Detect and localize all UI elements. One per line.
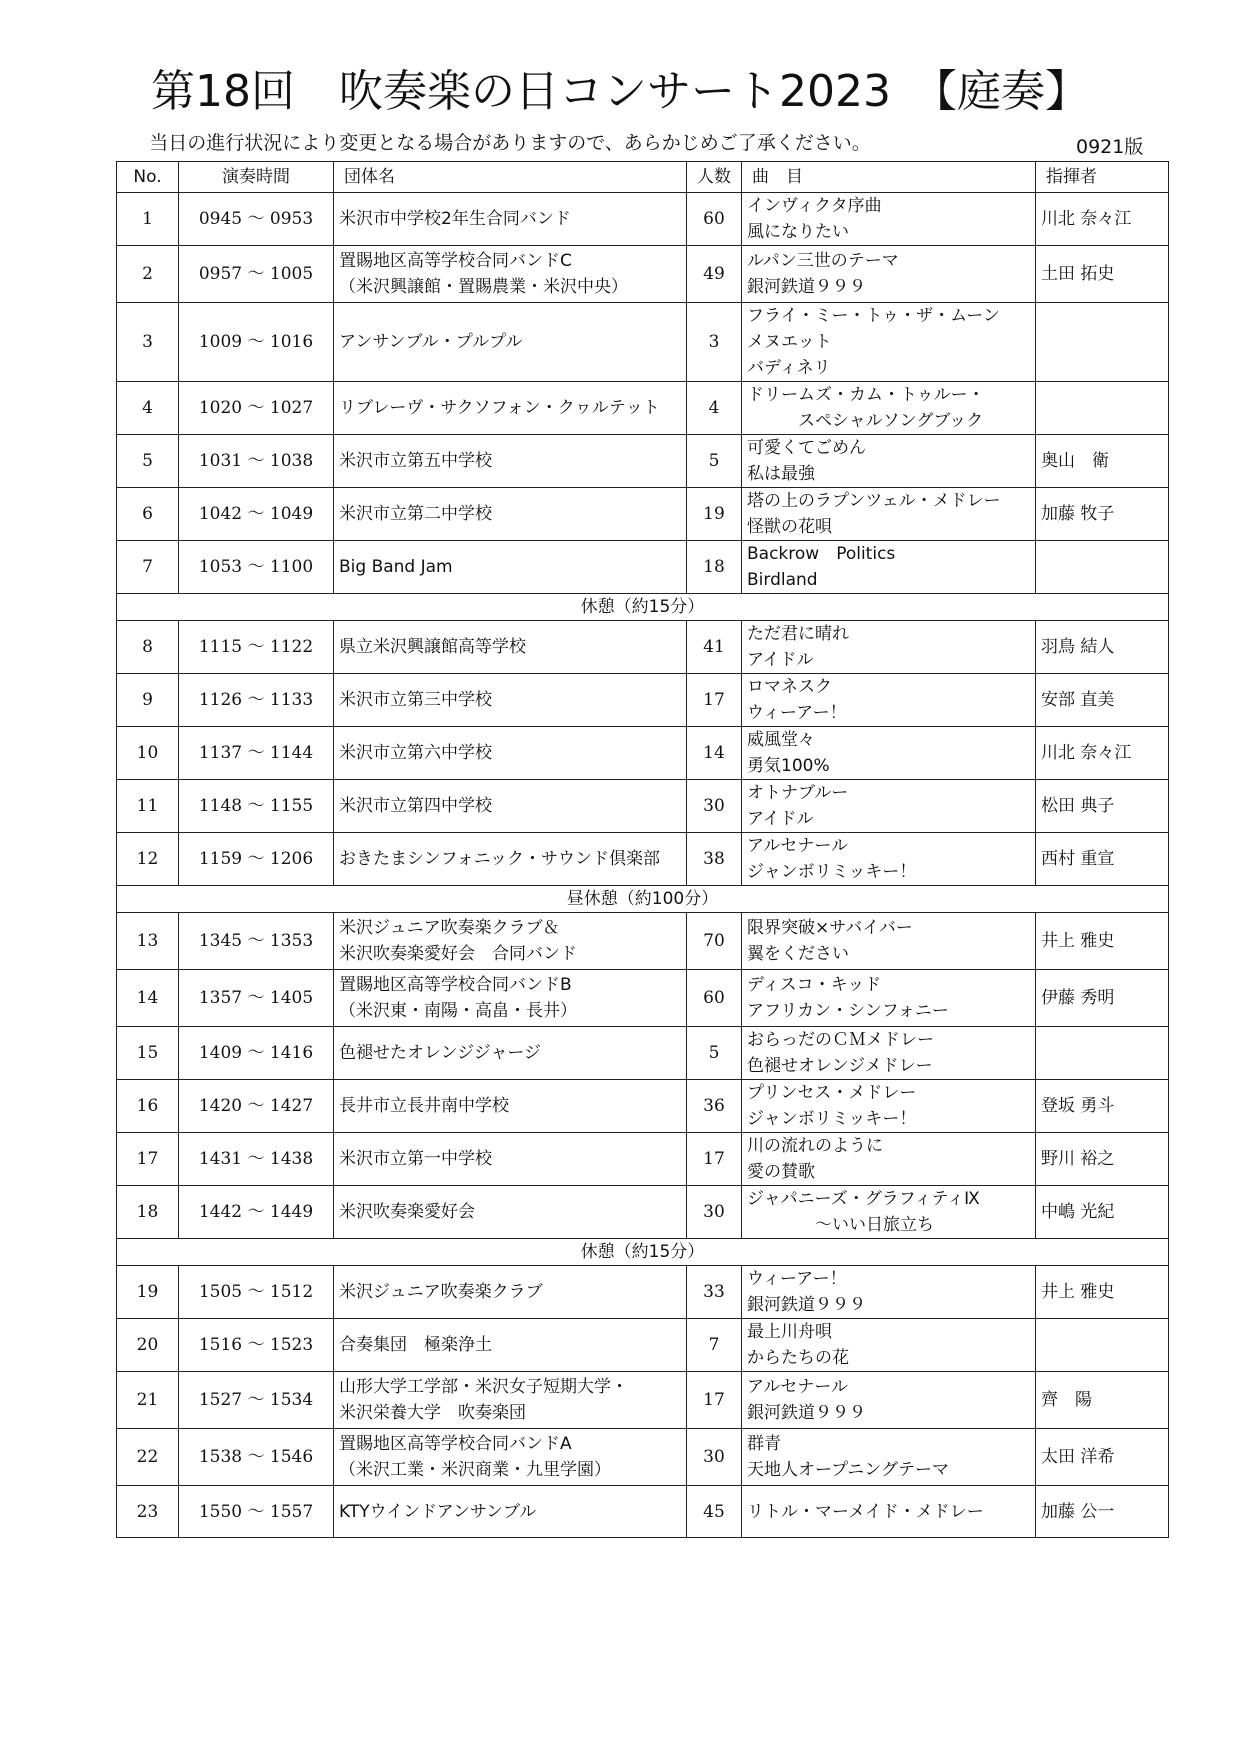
performance-time: 1409 ～ 1416 xyxy=(179,1027,334,1080)
conductor-name: 井上 雅史 xyxy=(1036,1266,1169,1319)
group-name xyxy=(334,488,687,541)
page-title: 第18回 吹奏楽の日コンサート2023 【庭奏】 xyxy=(151,66,1089,117)
group-name xyxy=(334,1266,687,1319)
group-name-line: リブレーヴ・サクソフォン・クヮルテット xyxy=(339,398,660,418)
row-number: 12 xyxy=(117,833,179,886)
group-name xyxy=(334,727,687,780)
song-title: ルパン三世のテーマ xyxy=(747,251,899,271)
song-list xyxy=(742,1027,1036,1080)
song-title: 銀河鉄道９９９ xyxy=(747,277,866,297)
table-row xyxy=(117,303,1169,382)
row-number: 14 xyxy=(117,970,179,1027)
conductor-name: 伊藤 秀明 xyxy=(1036,970,1169,1027)
row-number: 3 xyxy=(117,303,179,382)
break-row xyxy=(117,886,1169,913)
conductor-name: 土田 拓史 xyxy=(1036,246,1169,303)
conductor-name: 奥山 衛 xyxy=(1036,435,1169,488)
performance-time: 1420 ～ 1427 xyxy=(179,1080,334,1133)
table-row xyxy=(117,1133,1169,1186)
table-row xyxy=(117,1429,1169,1486)
break-label: 昼休憩（約100分） xyxy=(117,886,1169,913)
song-title: 威風堂々 xyxy=(747,730,815,750)
group-name-line: 色褪せたオレンジジャージ xyxy=(339,1043,542,1063)
table-row xyxy=(117,1027,1169,1080)
group-name xyxy=(334,382,687,435)
song-title: ウィーアー！ xyxy=(747,1269,847,1289)
conductor-name: 中嶋 光紀 xyxy=(1036,1186,1169,1239)
song-list xyxy=(742,541,1036,594)
table-row xyxy=(117,193,1169,246)
song-list xyxy=(742,1319,1036,1372)
group-name-line: 長井市立長井南中学校 xyxy=(339,1096,509,1116)
song-title: 風になりたい xyxy=(747,222,849,242)
member-count: 30 xyxy=(687,1186,742,1239)
row-number: 17 xyxy=(117,1133,179,1186)
song-list xyxy=(742,1133,1036,1186)
row-number: 5 xyxy=(117,435,179,488)
performance-time: 1009 ～ 1016 xyxy=(179,303,334,382)
member-count: 60 xyxy=(687,970,742,1027)
conductor-name xyxy=(1036,541,1169,594)
song-list xyxy=(742,303,1036,382)
member-count: 17 xyxy=(687,1133,742,1186)
row-number: 22 xyxy=(117,1429,179,1486)
conductor-name: 齊 陽 xyxy=(1036,1372,1169,1429)
table-row xyxy=(117,488,1169,541)
song-title: アイドル xyxy=(747,650,814,670)
member-count: 45 xyxy=(687,1486,742,1538)
table-row xyxy=(117,727,1169,780)
group-name-line: アンサンブル・プルプル xyxy=(339,332,523,352)
song-title: 川の流れのように xyxy=(747,1136,883,1156)
song-list xyxy=(742,621,1036,674)
row-number: 23 xyxy=(117,1486,179,1538)
song-list xyxy=(742,780,1036,833)
performance-time: 1357 ～ 1405 xyxy=(179,970,334,1027)
group-name-line: 米沢栄養大学 吹奏楽団 xyxy=(339,1403,526,1423)
conductor-name: 羽鳥 結人 xyxy=(1036,621,1169,674)
break-label: 休憩（約15分） xyxy=(117,594,1169,621)
song-list xyxy=(742,1429,1036,1486)
song-title: ジャンボリミッキー！ xyxy=(747,862,917,882)
conductor-name: 西村 重宣 xyxy=(1036,833,1169,886)
row-number: 18 xyxy=(117,1186,179,1239)
group-name-line: 米沢吹奏楽愛好会 合同バンド xyxy=(339,944,577,964)
song-title: プリンセス・メドレー xyxy=(747,1083,917,1103)
group-name xyxy=(334,1429,687,1486)
row-number: 9 xyxy=(117,674,179,727)
song-list xyxy=(742,1486,1036,1538)
table-row xyxy=(117,621,1169,674)
col-header-time: 演奏時間 xyxy=(179,162,334,193)
group-name xyxy=(334,193,687,246)
member-count: 60 xyxy=(687,193,742,246)
song-list xyxy=(742,382,1036,435)
performance-time: 1031 ～ 1038 xyxy=(179,435,334,488)
row-number: 7 xyxy=(117,541,179,594)
group-name xyxy=(334,1027,687,1080)
conductor-name: 登坂 勇斗 xyxy=(1036,1080,1169,1133)
performance-time: 0957 ～ 1005 xyxy=(179,246,334,303)
member-count: 5 xyxy=(687,435,742,488)
break-row xyxy=(117,1239,1169,1266)
break-row xyxy=(117,594,1169,621)
song-title: 限界突破×サバイバー xyxy=(747,918,913,938)
song-title: ジャパニーズ・グラフィティⅨ xyxy=(747,1189,980,1209)
performance-time: 1538 ～ 1546 xyxy=(179,1429,334,1486)
group-name xyxy=(334,1133,687,1186)
song-title: 群青 xyxy=(747,1434,781,1454)
row-number: 15 xyxy=(117,1027,179,1080)
conductor-name xyxy=(1036,303,1169,382)
performance-time: 1042 ～ 1049 xyxy=(179,488,334,541)
performance-time: 1516 ～ 1523 xyxy=(179,1319,334,1372)
table-row xyxy=(117,1266,1169,1319)
group-name-line: 置賜地区高等学校合同バンドB xyxy=(339,975,572,995)
col-header-people: 人数 xyxy=(687,162,742,193)
song-title: Birdland xyxy=(747,570,818,590)
song-title: 最上川舟唄 xyxy=(747,1322,832,1342)
group-name-line: （米沢興譲館・置賜農業・米沢中央） xyxy=(339,277,628,297)
performance-time: 1550 ～ 1557 xyxy=(179,1486,334,1538)
song-title: アイドル xyxy=(747,809,814,829)
row-number: 19 xyxy=(117,1266,179,1319)
song-title: Backrow Politics xyxy=(747,544,896,564)
member-count: 5 xyxy=(687,1027,742,1080)
member-count: 14 xyxy=(687,727,742,780)
group-name xyxy=(334,246,687,303)
row-number: 8 xyxy=(117,621,179,674)
song-title: ドリームズ・カム・トゥルー・ xyxy=(747,385,985,405)
col-header-conductor: 指揮者 xyxy=(1036,162,1169,193)
song-title: ディスコ・キッド xyxy=(747,975,882,995)
break-label: 休憩（約15分） xyxy=(117,1239,1169,1266)
song-list xyxy=(742,833,1036,886)
performance-time: 1159 ～ 1206 xyxy=(179,833,334,886)
group-name xyxy=(334,621,687,674)
song-list xyxy=(742,727,1036,780)
notice-text: 当日の進行状況により変更となる場合がありますので、あらかじめご了承ください。 xyxy=(149,132,871,154)
song-title: ～いい日旅立ち xyxy=(747,1215,934,1235)
song-title: 色褪せオレンジメドレー xyxy=(747,1056,933,1076)
song-title: フライ・ミー・トゥ・ザ・ムーン xyxy=(747,306,1000,326)
song-list xyxy=(742,913,1036,970)
conductor-name: 加藤 公一 xyxy=(1036,1486,1169,1538)
group-name-line: 山形大学工学部・米沢女子短期大学・ xyxy=(339,1377,628,1397)
group-name-line: 米沢市立第五中学校 xyxy=(339,451,492,471)
song-list xyxy=(742,488,1036,541)
song-title: アフリカン・シンフォニー xyxy=(747,1001,949,1021)
group-name-line: KTYウインドアンサンブル xyxy=(339,1501,537,1522)
song-title: 可愛くてごめん xyxy=(747,438,866,458)
group-name xyxy=(334,1372,687,1429)
song-list xyxy=(742,1372,1036,1429)
conductor-name: 加藤 牧子 xyxy=(1036,488,1169,541)
row-number: 21 xyxy=(117,1372,179,1429)
table-row xyxy=(117,1372,1169,1429)
group-name xyxy=(334,780,687,833)
song-list xyxy=(742,674,1036,727)
song-list xyxy=(742,1186,1036,1239)
performance-time: 1345 ～ 1353 xyxy=(179,913,334,970)
member-count: 41 xyxy=(687,621,742,674)
song-title: 怪獣の花唄 xyxy=(747,517,832,537)
song-title: 銀河鉄道９９９ xyxy=(747,1403,866,1423)
member-count: 49 xyxy=(687,246,742,303)
performance-time: 1053 ～ 1100 xyxy=(179,541,334,594)
member-count: 30 xyxy=(687,780,742,833)
song-title: ただ君に晴れ xyxy=(747,624,849,644)
member-count: 33 xyxy=(687,1266,742,1319)
song-title: おらっだのＣＭメドレー xyxy=(747,1030,934,1050)
row-number: 20 xyxy=(117,1319,179,1372)
song-list xyxy=(742,1266,1036,1319)
col-header-songs: 曲 目 xyxy=(742,162,1036,193)
song-title: ウィーアー！ xyxy=(747,703,847,723)
conductor-name: 川北 奈々江 xyxy=(1036,727,1169,780)
performance-time: 1115 ～ 1122 xyxy=(179,621,334,674)
song-title: オトナブルー xyxy=(747,783,849,803)
song-title: リトル・マーメイド・メドレー xyxy=(747,1501,984,1522)
table-row xyxy=(117,1080,1169,1133)
performance-time: 1020 ～ 1027 xyxy=(179,382,334,435)
group-name-line: 県立米沢興譲館高等学校 xyxy=(339,637,526,657)
row-number: 13 xyxy=(117,913,179,970)
table-row xyxy=(117,541,1169,594)
row-number: 4 xyxy=(117,382,179,435)
group-name-line: （米沢東・南陽・高畠・長井） xyxy=(339,1001,577,1021)
group-name-line: 米沢ジュニア吹奏楽クラブ＆ xyxy=(339,918,560,938)
song-list xyxy=(742,1080,1036,1133)
group-name-line: 米沢市立第六中学校 xyxy=(339,743,492,763)
performance-time: 1148 ～ 1155 xyxy=(179,780,334,833)
col-header-no: No. xyxy=(117,162,179,193)
song-title: ロマネスク xyxy=(747,677,832,697)
song-list xyxy=(742,970,1036,1027)
member-count: 7 xyxy=(687,1319,742,1372)
song-title: 愛の賛歌 xyxy=(747,1162,815,1182)
member-count: 18 xyxy=(687,541,742,594)
conductor-name: 安部 直美 xyxy=(1036,674,1169,727)
group-name-line: Big Band Jam xyxy=(339,557,453,577)
song-list xyxy=(742,193,1036,246)
conductor-name: 松田 典子 xyxy=(1036,780,1169,833)
group-name xyxy=(334,541,687,594)
row-number: 6 xyxy=(117,488,179,541)
group-name xyxy=(334,1486,687,1538)
song-title: ジャンボリミッキー！ xyxy=(747,1109,917,1129)
member-count: 19 xyxy=(687,488,742,541)
song-list xyxy=(742,246,1036,303)
member-count: 4 xyxy=(687,382,742,435)
table-row xyxy=(117,780,1169,833)
song-title: 銀河鉄道９９９ xyxy=(747,1295,866,1315)
song-title: インヴィクタ序曲 xyxy=(747,196,882,216)
conductor-name: 井上 雅史 xyxy=(1036,913,1169,970)
group-name xyxy=(334,435,687,488)
group-name-line: 合奏集団 極楽浄土 xyxy=(339,1335,492,1355)
group-name-line: （米沢工業・米沢商業・九里学園） xyxy=(339,1460,611,1480)
table-row xyxy=(117,1486,1169,1538)
table-row xyxy=(117,833,1169,886)
col-header-group: 団体名 xyxy=(334,162,687,193)
song-title: からたちの花 xyxy=(747,1348,849,1368)
performance-time: 0945 ～ 0953 xyxy=(179,193,334,246)
group-name-line: 米沢市中学校2年生合同バンド xyxy=(339,209,571,229)
table-row xyxy=(117,382,1169,435)
row-number: 16 xyxy=(117,1080,179,1133)
member-count: 17 xyxy=(687,674,742,727)
member-count: 3 xyxy=(687,303,742,382)
table-row xyxy=(117,1186,1169,1239)
schedule-table xyxy=(116,161,1169,1538)
group-name xyxy=(334,833,687,886)
group-name-line: おきたまシンフォニック・サウンド倶楽部 xyxy=(339,849,661,869)
table-header-row xyxy=(117,162,1169,193)
group-name-line: 置賜地区高等学校合同バンドA xyxy=(339,1434,572,1454)
group-name xyxy=(334,1186,687,1239)
conductor-name: 野川 裕之 xyxy=(1036,1133,1169,1186)
song-title: 天地人オープニングテーマ xyxy=(747,1460,949,1480)
group-name-line: 米沢市立第一中学校 xyxy=(339,1149,492,1169)
group-name xyxy=(334,1319,687,1372)
group-name-line: 米沢吹奏楽愛好会 xyxy=(339,1202,475,1222)
table-row xyxy=(117,1319,1169,1372)
conductor-name xyxy=(1036,1319,1169,1372)
member-count: 38 xyxy=(687,833,742,886)
member-count: 36 xyxy=(687,1080,742,1133)
song-list xyxy=(742,435,1036,488)
conductor-name xyxy=(1036,1027,1169,1080)
table-row xyxy=(117,913,1169,970)
conductor-name: 川北 奈々江 xyxy=(1036,193,1169,246)
group-name xyxy=(334,303,687,382)
song-title: 翼をください xyxy=(747,944,849,964)
group-name xyxy=(334,674,687,727)
group-name xyxy=(334,970,687,1027)
song-title: アルセナール xyxy=(747,1377,848,1397)
row-number: 1 xyxy=(117,193,179,246)
group-name-line: 米沢市立第二中学校 xyxy=(339,504,492,524)
row-number: 11 xyxy=(117,780,179,833)
song-title: 勇気100% xyxy=(747,756,830,776)
song-title: バディネリ xyxy=(747,358,831,378)
group-name xyxy=(334,1080,687,1133)
member-count: 70 xyxy=(687,913,742,970)
group-name-line: 米沢市立第四中学校 xyxy=(339,796,492,816)
song-title: メヌエット xyxy=(747,332,832,352)
performance-time: 1527 ～ 1534 xyxy=(179,1372,334,1429)
song-title: スペシャルソングブック xyxy=(747,411,984,431)
group-name xyxy=(334,913,687,970)
table-row xyxy=(117,246,1169,303)
conductor-name: 太田 洋希 xyxy=(1036,1429,1169,1486)
performance-time: 1442 ～ 1449 xyxy=(179,1186,334,1239)
song-title: アルセナール xyxy=(747,836,848,856)
song-title: 塔の上のラプンツェル・メドレー xyxy=(747,491,1001,511)
song-title: 私は最強 xyxy=(747,464,815,484)
conductor-name xyxy=(1036,382,1169,435)
performance-time: 1431 ～ 1438 xyxy=(179,1133,334,1186)
member-count: 17 xyxy=(687,1372,742,1429)
row-number: 2 xyxy=(117,246,179,303)
version-label: 0921版 xyxy=(1076,136,1144,158)
group-name-line: 米沢市立第三中学校 xyxy=(339,690,492,710)
group-name-line: 置賜地区高等学校合同バンドC xyxy=(339,251,572,271)
table-row xyxy=(117,674,1169,727)
table-row xyxy=(117,435,1169,488)
performance-time: 1126 ～ 1133 xyxy=(179,674,334,727)
performance-time: 1505 ～ 1512 xyxy=(179,1266,334,1319)
row-number: 10 xyxy=(117,727,179,780)
table-row xyxy=(117,970,1169,1027)
member-count: 30 xyxy=(687,1429,742,1486)
performance-time: 1137 ～ 1144 xyxy=(179,727,334,780)
group-name-line: 米沢ジュニア吹奏楽クラブ xyxy=(339,1282,543,1302)
